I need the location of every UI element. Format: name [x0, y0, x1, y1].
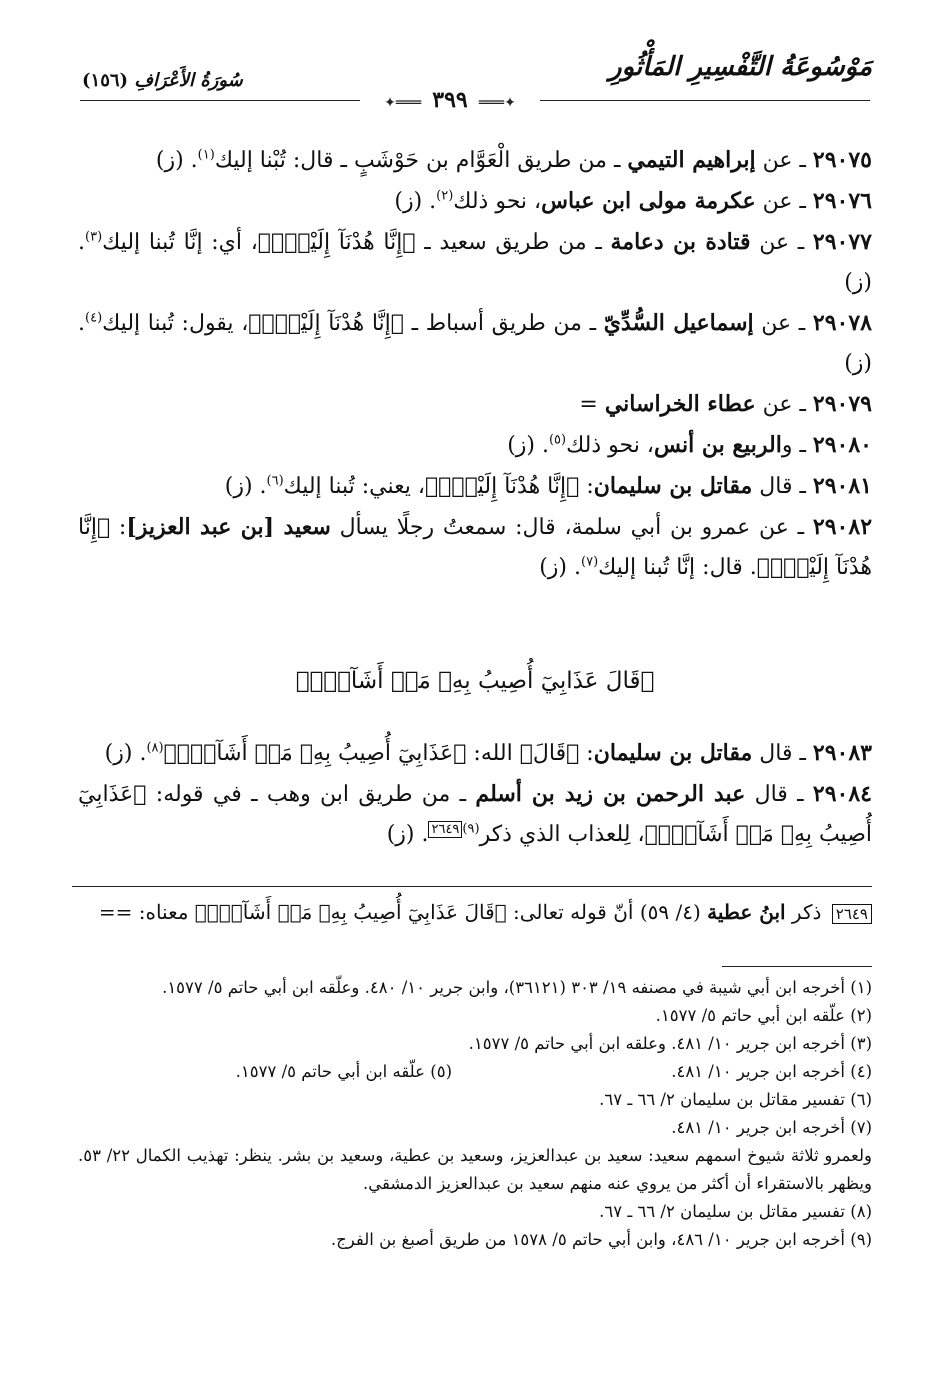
narrator-name: عبد الرحمن بن زيد بن أسلم [475, 781, 746, 807]
entry-number: ٢٩٠٨٠ [812, 432, 872, 458]
sura-name: سُورَةُ الأَعْرَافِ [134, 70, 243, 91]
commentary-ref-box: ٢٦٤٩ [428, 821, 462, 838]
footnote-ref: (٢) [436, 188, 454, 204]
entry-number: ٢٩٠٧٧ [812, 229, 872, 255]
verse-heading: ﴿قَالَ عَذَابِيٓ أُصِيبُ بِهِۦ مَنۡ أَشَآءُۖ﴾ [295, 668, 655, 694]
footnote: (٩) أخرجه ابن جرير ١٠/ ٤٨٦، وابن أبي حاتم ٥/ ١٥٧٨ من طريق أصبغ بن الفرج. [330, 1230, 872, 1249]
entry-tag: . (ز) [78, 230, 872, 295]
footnote: (٥) علّقه ابن أبي حاتم ٥/ ١٥٧٧. [235, 1062, 452, 1081]
footnote: (٤) أخرجه ابن جرير ١٠/ ٤٨١. [671, 1062, 872, 1081]
entry-prefix: ـ عن [755, 392, 813, 417]
narrator-name: قتادة بن دعامة [610, 229, 751, 255]
footnote: (٣) أخرجه ابن جرير ١٠/ ٤٨١. وعلقه ابن أبي حاتم ٥/ ١٥٧٧. [468, 1034, 872, 1053]
sura-header [82, 70, 243, 91]
footnote-ref: (٧) [581, 554, 599, 570]
entry-tag: . (ز) [224, 474, 267, 499]
commentary-separator [72, 886, 872, 887]
page-number-block [360, 87, 540, 113]
narrator-name: مقاتل بن سليمان [593, 473, 753, 499]
footnote-ref: (٣) [85, 229, 103, 245]
entry-tag: . (ز) [104, 741, 147, 766]
entry-text: ـ من طريق الْعَوَّام بن حَوْشَبٍ ـ قال: تُبْنا إليك [214, 148, 628, 173]
narrator-name: عكرمة مولى ابن عباس [541, 188, 756, 214]
narration-entry [78, 774, 872, 855]
narration-entry [78, 733, 872, 774]
entry-tag: . (ز) [539, 555, 581, 580]
footnote: (٢) علّقه ابن أبي حاتم ٥/ ١٥٧٧. [655, 1006, 872, 1025]
narration-entry [78, 384, 872, 425]
entry-number: ٢٩٠٨١ [812, 473, 872, 499]
footnotes [78, 974, 872, 1254]
entry-prefix: ـ عن [755, 148, 813, 173]
footnote: (٨) تفسير مقاتل بن سليمان ٢/ ٦٦ ـ ٦٧. [599, 1202, 872, 1221]
verse-reference: (١٥٦) [82, 70, 129, 91]
entry-number: ٢٩٠٨٢ [812, 514, 873, 540]
footnote-ref: (١) [197, 147, 215, 163]
entry-prefix: ـ قال [745, 782, 813, 807]
narrator-name: الربيع بن أنس [653, 432, 782, 458]
footnote-ref: (٨) [146, 740, 164, 756]
narrator-name: إبراهيم التيمي [627, 147, 756, 173]
narration-entry [78, 425, 872, 466]
book-title: مَوْسُوعَةُ التَّفْسِيرِ المَأْثُورِ [609, 52, 872, 82]
entry-tag: . (ز) [394, 189, 437, 214]
narrations-section-2 [78, 733, 872, 855]
entry-number: ٢٩٠٧٥ [812, 147, 872, 173]
narration-entry [78, 303, 872, 384]
commentary-box: ٢٦٤٩ [832, 904, 872, 924]
entry-tag: . (ز) [78, 311, 872, 376]
entry-number: ٢٩٠٧٩ [812, 391, 872, 417]
commentary-author: ابنُ عطية [707, 900, 786, 924]
entry-prefix: ـ قال [752, 741, 813, 766]
narration-entry [78, 140, 872, 181]
entry-text: ، نحو ذلك [566, 433, 654, 458]
narrator-name: عطاء الخراساني [604, 391, 756, 417]
entry-number: ٢٩٠٧٦ [812, 188, 872, 214]
narration-entry [78, 466, 872, 507]
footnote-ref: (٤) [85, 310, 103, 326]
commentary-prefix: ذكر [785, 900, 828, 924]
entry-prefix: ـ عن [753, 311, 813, 336]
entry-prefix: ـ و [781, 433, 813, 458]
entry-text: ـ من طريق أسباط ـ ﴿إِنَّا هُدْنَآ إِلَيْكَۚ﴾، يقول: تُبنا إليك [102, 311, 604, 336]
page-number: ٣٩٩ [432, 87, 468, 113]
commentary-note [20, 897, 872, 929]
entry-prefix: ـ عن عمرو بن أبي سلمة، قال: سمعتُ رجلًا يسأل [330, 515, 813, 540]
entry-text: ـ من طريق ابن وهب ـ في قوله: ﴿عَذَابِيٓ أُصِيبُ بِهِۦ مَنۡ أَشَآءُۖ﴾، لِلعذاب الذي ذكر [78, 782, 872, 847]
footnote: (٦) تفسير مقاتل بن سليمان ٢/ ٦٦ ـ ٦٧. [599, 1090, 872, 1109]
entry-tag: . (ز) [386, 822, 429, 847]
footnote-ref: (٦) [266, 473, 284, 489]
footnote-ref: (٥) [548, 432, 567, 448]
ornament-right-icon: ═══✦ [478, 95, 516, 111]
entry-number: ٢٩٠٨٣ [812, 740, 872, 766]
narration-entry [78, 222, 872, 303]
footnote-note: ولعمرو ثلاثة شيوخ اسمهم سعيد: سعيد بن عبدالعزيز، وسعيد بن عطية، وسعيد بن بشر. ينظر: تهذيب الكمال ٢٢/ ٥٣. ويظهر بالاستقراء أن أكثر من يروي عنه منهم سعيد بن عبدالعزيز الدمشقي. [78, 1146, 872, 1193]
entry-text: : ﴿إِنَّا هُدْنَآ إِلَيْكَۚ﴾. قال: إنَّا تُبنا إليك [78, 515, 872, 580]
entry-text: ، نحو ذلك [453, 189, 542, 214]
ornament-left-icon: ✦═══ [384, 95, 422, 111]
entry-text: = [579, 392, 605, 417]
entry-text: ـ من طريق سعيد ـ ﴿إِنَّا هُدْنَآ إِلَيْكَۚ﴾، أي: إنَّا تُبنا إليك [102, 230, 611, 255]
footnote: (٧) أخرجه ابن جرير ١٠/ ٤٨١. [671, 1118, 872, 1137]
footnote: (١) أخرجه ابن أبي شيبة في مصنفه ١٩/ ٣٠٣ (٣٦١٢١)، وابن جرير ١٠/ ٤٨٠. وعلّقه ابن أبي حاتم ٥/ ١٥٧٧. [162, 978, 872, 997]
narrator-name: سعيد [بن عبد العزيز] [126, 514, 331, 540]
entry-number: ٢٩٠٨٤ [812, 781, 872, 807]
entry-prefix: ـ قال [752, 474, 813, 499]
narrator-name: مقاتل بن سليمان [593, 740, 753, 766]
entry-prefix: ـ عن [755, 189, 813, 214]
narrator-name: إسماعيل السُّدِّيّ [603, 310, 754, 336]
narration-entry [78, 181, 872, 222]
footnote-ref: (٩) [462, 821, 480, 837]
entry-tag: . (ز) [507, 433, 549, 458]
narrations-section [78, 140, 872, 588]
narration-entry [78, 507, 872, 588]
footnote-separator [722, 966, 872, 967]
entry-text: : ﴿إِنَّا هُدْنَآ إِلَيْكَۚ﴾، يعني: تُبنا إليك [283, 474, 594, 499]
entry-prefix: ـ عن [750, 230, 813, 255]
entry-number: ٢٩٠٧٨ [812, 310, 872, 336]
footnote-row [78, 1058, 872, 1086]
entry-text: : ﴿قَالَ﴾ الله: ﴿عَذَابِيٓ أُصِيبُ بِهِۦ مَنۡ أَشَآءُۖ﴾ [163, 741, 594, 766]
entry-tag: . (ز) [155, 148, 198, 173]
commentary-text: (٤/ ٥٩) أنّ قوله تعالى: ﴿قَالَ عَذَابِيٓ أُصِيبُ بِهِۦ مَنۡ أَشَآءُۖ﴾ معناه: == [98, 900, 708, 924]
